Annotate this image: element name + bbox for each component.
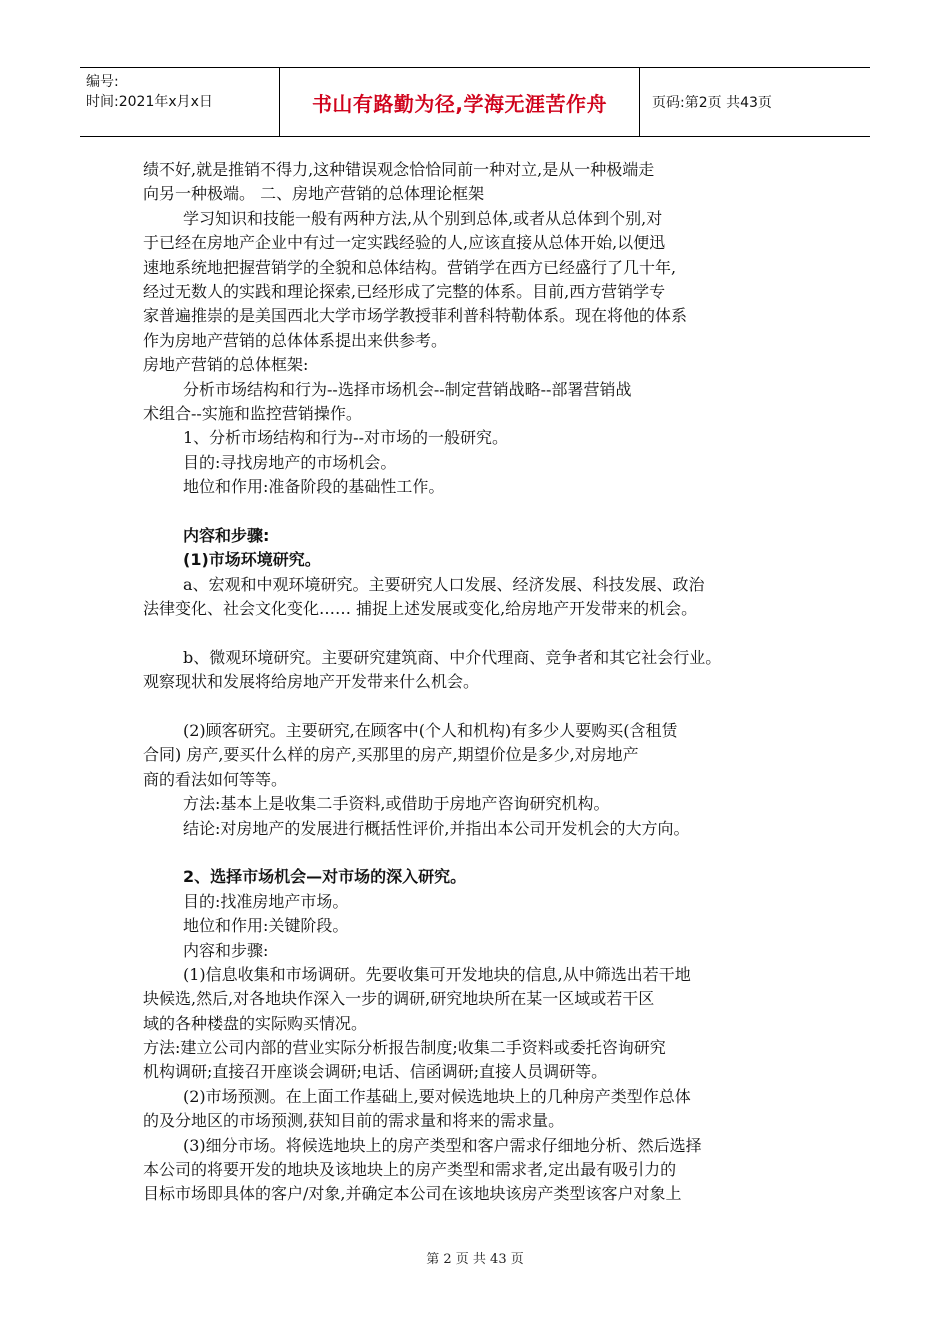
- body-text-line: 内容和步骤:: [183, 940, 269, 960]
- body-text-line: 分析市场结构和行为--选择市场机会--制定营销战略--部署营销战: [183, 379, 632, 399]
- body-text-line: 结论:对房地产的发展进行概括性评价,并指出本公司开发机会的大方向。: [183, 818, 690, 838]
- body-text-line: 术组合--实施和监控营销操作。: [143, 403, 362, 423]
- body-text-line: 方法:建立公司内部的营业实际分析报告制度;收集二手资料或委托咨询研究: [143, 1038, 666, 1058]
- body-text-line: (3)细分市场。将候选地块上的房产类型和客户需求仔细地分析、然后选择: [183, 1135, 702, 1155]
- body-text-line: (1)市场环境研究。: [183, 550, 321, 570]
- body-text-line: 房地产营销的总体框架:: [143, 355, 309, 375]
- body-text-line: 于已经在房地产企业中有过一定实践经验的人,应该直接从总体开始,以便迅: [143, 233, 666, 253]
- body-text-line: 经过无数人的实践和理论探索,已经形成了完整的体系。目前,西方营销学专: [143, 281, 666, 301]
- body-text-line: 作为房地产营销的总体体系提出来供参考。: [143, 330, 448, 350]
- body-text-line: 块候选,然后,对各地块作深入一步的调研,研究地块所在某一区域或若干区: [143, 989, 655, 1009]
- header-page-info: [640, 68, 870, 136]
- body-text-line: 向另一种极端。 二、房地产营销的总体理论框架: [143, 184, 485, 204]
- header-page-number: 页码:第2页 共43页: [652, 95, 772, 111]
- body-text-line: 方法:基本上是收集二手资料,或借助于房地产咨询研究机构。: [183, 794, 610, 814]
- header-motto-cell: [280, 68, 640, 136]
- body-text-line: 目的:寻找房地产的市场机会。: [183, 452, 397, 472]
- document-body: [143, 158, 803, 1207]
- document-date: 时间:2021年x月x日: [86, 94, 213, 110]
- page-header: [80, 67, 870, 137]
- body-text-line: 学习知识和技能一般有两种方法,从个别到总体,或者从总体到个别,对: [183, 208, 663, 228]
- body-text-line: 地位和作用:准备阶段的基础性工作。: [183, 477, 445, 497]
- body-text-line: 目标市场即具体的客户/对象,并确定本公司在该地块该房产类型该客户对象上: [143, 1184, 682, 1204]
- body-text-line: 家普遍推崇的是美国西北大学市场学教授菲利普科特勒体系。现在将他的体系: [143, 306, 688, 326]
- body-text-line: 2、选择市场机会—对市场的深入研究。: [183, 867, 467, 887]
- body-text-line: (1)信息收集和市场调研。先要收集可开发地块的信息,从中筛选出若干地: [183, 964, 691, 984]
- page-footer: 第 2 页 共 43 页: [426, 1252, 524, 1267]
- blank-line: [143, 499, 803, 523]
- header-motto: 书山有路勤为径,学海无涯苦作舟: [311, 91, 608, 116]
- body-text-line: (2)顾客研究。主要研究,在顾客中(个人和机构)有多少人要购买(含租赁: [183, 720, 678, 740]
- body-text-line: 观察现状和发展将给房地产开发带来什么机会。: [143, 672, 480, 692]
- body-text-line: 绩不好,就是推销不得力,这种错误观念恰恰同前一种对立,是从一种极端走: [143, 160, 655, 179]
- body-text-line: 法律变化、社会文化变化…… 捕捉上述发展或变化,给房地产开发带来的机会。: [143, 599, 698, 619]
- body-text-line: 1、分析市场结构和行为--对市场的一般研究。: [183, 428, 508, 448]
- header-meta: [80, 68, 280, 136]
- body-text-line: 域的各种楼盘的实际购买情况。: [143, 1013, 368, 1033]
- body-text-line: 商的看法如何等等。: [143, 769, 288, 789]
- blank-line: [143, 841, 803, 865]
- body-text-line: a、宏观和中观环境研究。主要研究人口发展、经济发展、科技发展、政治: [183, 574, 705, 594]
- body-text-line: 的及分地区的市场预测,获知目前的需求量和将来的需求量。: [143, 1111, 565, 1131]
- body-text-line: 合同) 房产,要买什么样的房产,买那里的房产,期望价位是多少,对房地产: [143, 745, 639, 765]
- blank-line: [143, 621, 803, 645]
- body-text-line: 速地系统地把握营销学的全貌和总体结构。营销学在西方已经盛行了几十年,: [143, 257, 677, 277]
- body-text-line: (2)市场预测。在上面工作基础上,要对候选地块上的几种房产类型作总体: [183, 1086, 691, 1106]
- body-text-line: b、微观环境研究。主要研究建筑商、中介代理商、竞争者和其它社会行业。: [183, 647, 722, 667]
- body-text-line: 目的:找准房地产市场。: [183, 891, 349, 911]
- body-text-line: 内容和步骤:: [183, 525, 270, 545]
- body-text-line: 本公司的将要开发的地块及该地块上的房产类型和需求者,定出最有吸引力的: [143, 1160, 677, 1180]
- body-text-line: 机构调研;直接召开座谈会调研;电话、信函调研;直接人员调研等。: [143, 1062, 608, 1082]
- body-text-line: 地位和作用:关键阶段。: [183, 916, 349, 936]
- blank-line: [143, 695, 803, 719]
- document-number: 编号:: [86, 74, 119, 90]
